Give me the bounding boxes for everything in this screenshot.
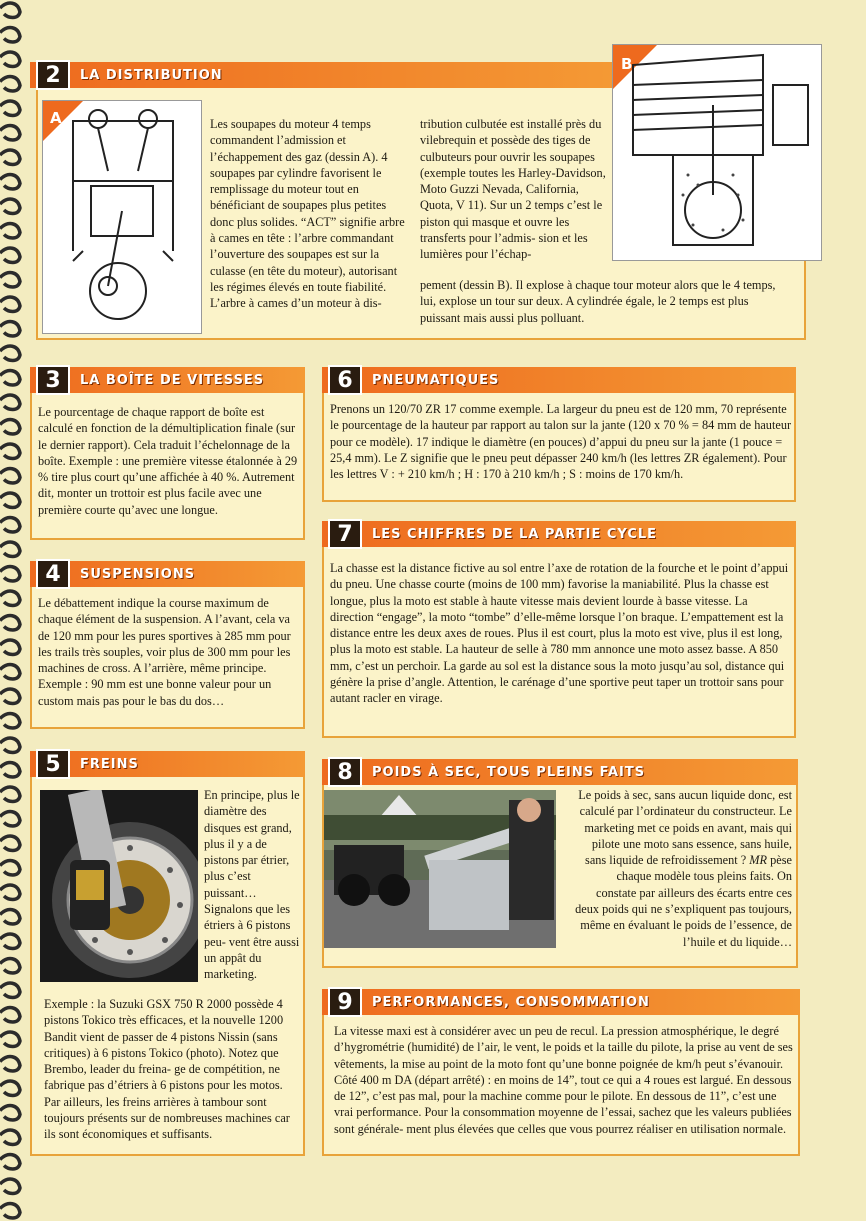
spiral-ring [0,567,20,581]
spiral-ring [0,248,20,262]
spiral-ring [0,101,20,115]
spiral-ring [0,469,20,483]
distribution-text-col3: pement (dessin B). Il explose à chaque tour moteur alors que le 4 temps, lui, explose un tour sur deux. A cylindrée égale, le 2 temps est plus puissant mais aussi plus polluant. [420,278,776,325]
spiral-ring [0,616,20,630]
spiral-ring [0,1032,20,1046]
magazine-name: MR [749,853,768,868]
spiral-ring [0,542,20,556]
suspensions-text: Le débattement indique la course maximum de chaque élément de la suspension. A l’avant, cela va de 120 mm pour les pures sportives à 285 mm pour les trails très souples, voir plus de 300 mm pour les machines de cross. A l’arrière, même principe. Exemple : 90 mm est une bonne valeur pour un custom mais pas pour le bas du dos… [38,596,291,708]
spiral-ring [0,885,20,899]
spiral-ring [0,224,20,238]
spiral-ring [0,518,20,532]
spiral-ring [0,420,20,434]
engine-drawing-b [612,44,822,261]
brakes-side-text: En principe, plus le diamètre des disques est grand, plus il y a de pistons par étrier, plus c’est puissant… Signalons que les étriers à 6 pistons peu- vent être aussi un appât du marketing. [204,788,300,982]
spiral-ring [0,640,20,654]
section-number: 9 [328,987,362,1017]
spiral-ring [0,150,20,164]
section-performance-header [322,989,800,1015]
section-title: FREINS [80,756,139,772]
spiral-ring [0,591,20,605]
engine-drawing-a [42,100,202,334]
spiral-binding [0,0,30,1221]
spiral-ring [0,861,20,875]
spiral-ring [0,738,20,752]
spiral-ring [0,28,20,42]
spiral-ring [0,175,20,189]
spiral-ring [0,812,20,826]
spiral-ring [0,322,20,336]
section-title: PERFORMANCES, CONSOMMATION [372,994,650,1010]
drawing-label-a: A [50,109,62,127]
spiral-ring [0,346,20,360]
spiral-ring [0,1057,20,1071]
spiral-ring [0,493,20,507]
spiral-ring [0,665,20,679]
spiral-ring [0,836,20,850]
spiral-ring [0,934,20,948]
tyres-text: Prenons un 120/70 ZR 17 comme exemple. La largeur du pneu est de 120 mm, 70 représente le pourcentage de la hauteur par rapport au talon sur la jante (120 x 70 % = 84 mm de hauteur pour ce modèle). 17 indique le diamètre (en pouces) d’appui du pneu sur la jante (1 pouce = 25,4 mm). Le Z signifie que le pneu peut dépasser 240 km/h (les lettres ZR également). Pour les lettres V : + 210 km/h ; H : 170 à 210 km/h ; S : moins de 170 km/h. [330,402,792,482]
spiral-ring [0,1106,20,1120]
section-number: 6 [328,365,362,395]
spiral-ring [0,910,20,924]
distribution-text-col2: tribution culbutée est installé près du vilebrequin et possède des tiges de culbuteurs pour ouvrir les soupapes (exemple toutes les Harley-Davidson, Moto Guzzi Nevada, California, Quota, V 11). Sur un 2 temps c’est le piston qui masque et ouvre les transferts pour l’admis- sion et les lumières pour l’échap- [420,117,606,262]
weight-text-b: pèse chaque modèle tous pleins faits. On constate par ailleurs des écarts entre ces deux poids qui ne s’expliquent pas toujours, même en évaluant le poids de l’essence, de l’huile et du liquide… [575,853,792,949]
spiral-ring [0,763,20,777]
brakes-text: Exemple : la Suzuki GSX 750 R 2000 possède 4 pistons Tokico très efficaces, et la nouvelle 1200 Bandit vient de passer de 4 pistons Nissin (sans critiques) à 6 pistons Tokico (photo). Notez que Brembo, leader du freina- ge de compétition, ne fabrique pas d’étriers à 6 pistons pour les motos. Par ailleurs, les freins arrières à tambour sont toujours présents sur de nombreuses machines car ils sont économiques et suffisants. [44,997,290,1142]
section-brakes-header [30,751,305,777]
section-title: LA BOÎTE DE VITESSES [80,372,265,388]
distribution-text-col1: Les soupapes du moteur 4 temps commandent l’admission et l’échappement des gaz (dessin A). 4 soupapes par cylindre favorisent le remplissage du moteur tout en bénéficiant de soupapes plus petites donc plus solides. “ACT” signifie arbre à cames en tête : l’arbre commandant l’ouverture des soupapes est sur la culasse (en tête du moteur), autorisant les régimes élevés en toute fiabilité. L’arbre à cames d’un moteur à dis- [210,117,405,311]
section-number: 7 [328,519,362,549]
spiral-ring [0,52,20,66]
section-title: POIDS À SEC, TOUS PLEINS FAITS [372,764,646,780]
spiral-ring [0,959,20,973]
spiral-ring [0,444,20,458]
spiral-ring [0,1081,20,1095]
section-title: LES CHIFFRES DE LA PARTIE CYCLE [372,526,658,542]
spiral-ring [0,77,20,91]
spiral-ring [0,1155,20,1169]
spiral-ring [0,714,20,728]
section-tyres-header [322,367,796,393]
weighing-photo [324,790,556,948]
brake-disc-photo [40,790,198,982]
spiral-ring [0,297,20,311]
spiral-ring [0,199,20,213]
weight-text [574,787,792,950]
section-weight-header [322,759,798,785]
gearbox-text: Le pourcentage de chaque rapport de boîte est calculé en fonction de la démultiplication finale (sur le dernier rapport). Cela traduit l’échelonnage de la boîte. Exemple : une première vitesse étalonnée à 29 % tire plus court qu’une affichée à 40 %. Autrement dit, monter un trottoir est plus facile avec une première courte qu’avec une longue. [38,405,298,517]
spiral-ring [0,273,20,287]
spiral-ring [0,1204,20,1218]
section-title: PNEUMATIQUES [372,372,500,388]
section-number: 3 [36,365,70,395]
spiral-ring [0,1179,20,1193]
drawing-label-b: B [621,55,633,73]
spiral-ring [0,3,20,17]
spiral-ring [0,395,20,409]
section-distribution-header [30,62,620,88]
chassis-text: La chasse est la distance fictive au sol entre l’axe de rotation de la fourche et le point d’appui du pneu. Une chasse courte (moins de 100 mm) favorise la maniabilité. Plus la chasse est longue, plus la moto est stable à haute vitesse mais devient lourde à basse vitesse. La direction “engage”, la moto “tombe” d’elle-même lorsque l’on braque. L’empattement est la distance entre les deux axes de roues. Plus il est court, plus la moto est vive, plus il est long, plus la moto est stable. La hauteur de selle à 780 mm annonce une moto assez basse. A 850 mm, c’est un perchoir. La garde au sol est la distance sous la moto jusqu’au sol, distance qui génère la prise d’angle. Attention, le carénage d’une sportive peut taper un trottoir sans pour autant racler en virage. [330,561,789,706]
section-title: LA DISTRIBUTION [80,67,223,83]
spiral-ring [0,1130,20,1144]
section-number: 4 [36,559,70,589]
spiral-ring [0,371,20,385]
performance-text: La vitesse maxi est à considérer avec un peu de recul. La pression atmosphérique, le degré d’hygrométrie (humidité) de l’air, le vent, le poids et la taille du pilote, la prise au vent de ses vêtements, la mise au point de la moto font qu’une bonne poignée de km/h peut s’évanouir. Côté 400 m DA (départ arrêté) : en moins de 14”, tout ce qui a 4 roues est largué. En dessous de 12”, c’est pas mal, pour la machine comme pour le pilote. En dessous de 11”, c’est une vrai performance. Pour la consommation moyenne de l’essai, sachez que les valeurs publiées sont générale- ment plus élevées que celles que vous pourrez réaliser en utilisation normale. [334,1024,793,1136]
weight-text-a: Le poids à sec, sans aucun liquide donc, est calculé par l’ordinateur du constructeur. Le marketing met ce poids en avant, mais qui pilote une moto sans essence, sans huile, sans liquide de refroidissement ? [578,788,792,868]
spiral-ring [0,983,20,997]
section-number: 8 [328,757,362,787]
spiral-ring [0,1008,20,1022]
section-title: SUSPENSIONS [80,566,196,582]
section-chassis-header [322,521,796,547]
section-number: 2 [36,60,70,90]
section-number: 5 [36,749,70,779]
section-gearbox-header [30,367,305,393]
spiral-ring [0,126,20,140]
spiral-ring [0,787,20,801]
spiral-ring [0,689,20,703]
section-suspensions-header [30,561,305,587]
